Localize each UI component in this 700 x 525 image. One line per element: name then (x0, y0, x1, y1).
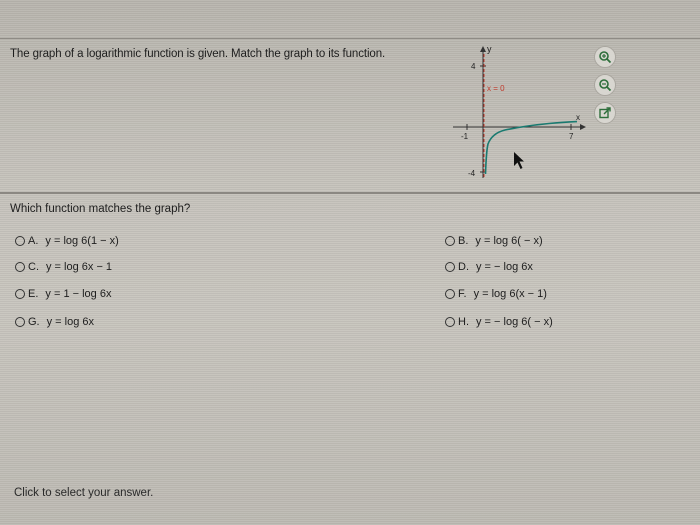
option-f-letter: F. (458, 288, 467, 300)
option-a-formula: y = log 6(1 − x) (45, 235, 119, 247)
option-d-letter: D. (458, 261, 469, 273)
question-prompt: The graph of a logarithmic function is given. Match the graph to its function. (10, 48, 386, 60)
open-window-button[interactable] (594, 102, 616, 124)
y-axis-label: y (487, 44, 492, 54)
option-e-formula: y = 1 − log 6x (45, 288, 112, 300)
radio-d[interactable] (445, 262, 455, 272)
option-g[interactable] (15, 316, 94, 328)
option-c[interactable] (15, 261, 112, 273)
tick-label-x-left: -1 (461, 132, 469, 141)
option-f-formula: y = log 6(x − 1) (473, 288, 547, 300)
option-f[interactable] (445, 288, 547, 300)
option-d[interactable] (445, 261, 533, 273)
option-g-letter: G. (28, 316, 40, 328)
option-b[interactable] (445, 235, 543, 247)
radio-e[interactable] (15, 289, 25, 299)
radio-b[interactable] (445, 236, 455, 246)
function-curve (486, 122, 578, 174)
option-h-formula: y = − log 6( − x) (476, 316, 553, 328)
zoom-in-icon (598, 50, 612, 64)
question-ask: Which function matches the graph? (10, 203, 191, 215)
option-c-formula: y = log 6x − 1 (46, 261, 113, 273)
radio-c[interactable] (15, 262, 25, 272)
y-axis-arrow (480, 46, 486, 52)
radio-f[interactable] (445, 289, 455, 299)
tick-label-y-top: 4 (471, 62, 476, 71)
mouse-cursor-icon (514, 152, 524, 169)
graph-tools (590, 46, 620, 130)
option-g-formula: y = log 6x (46, 316, 95, 328)
option-c-letter: C. (28, 261, 39, 273)
log-graph (445, 40, 590, 190)
option-b-formula: y = log 6( − x) (475, 235, 543, 247)
radio-h[interactable] (445, 317, 455, 327)
option-h-letter: H. (458, 316, 469, 328)
open-window-icon (598, 106, 612, 120)
zoom-in-button[interactable] (594, 46, 616, 68)
x-axis-arrow (580, 124, 586, 130)
option-d-formula: y = − log 6x (476, 261, 533, 273)
zoom-out-button[interactable] (594, 74, 616, 96)
option-h[interactable] (445, 316, 553, 328)
graph-panel (445, 40, 590, 190)
option-e[interactable] (15, 288, 111, 300)
tick-label-x-right: 7 (569, 132, 574, 141)
section-divider (0, 192, 700, 194)
tick-label-y-bottom: -4 (468, 169, 476, 178)
asymptote-label: x = 0 (487, 84, 505, 93)
radio-g[interactable] (15, 317, 25, 327)
x-axis-label: x (576, 113, 580, 122)
top-divider (0, 38, 700, 39)
option-a-letter: A. (28, 235, 39, 247)
option-b-letter: B. (458, 235, 469, 247)
zoom-out-icon (598, 78, 612, 92)
radio-a[interactable] (15, 236, 25, 246)
option-a[interactable] (15, 235, 119, 247)
footer-instruction: Click to select your answer. (14, 487, 154, 499)
option-e-letter: E. (28, 288, 39, 300)
